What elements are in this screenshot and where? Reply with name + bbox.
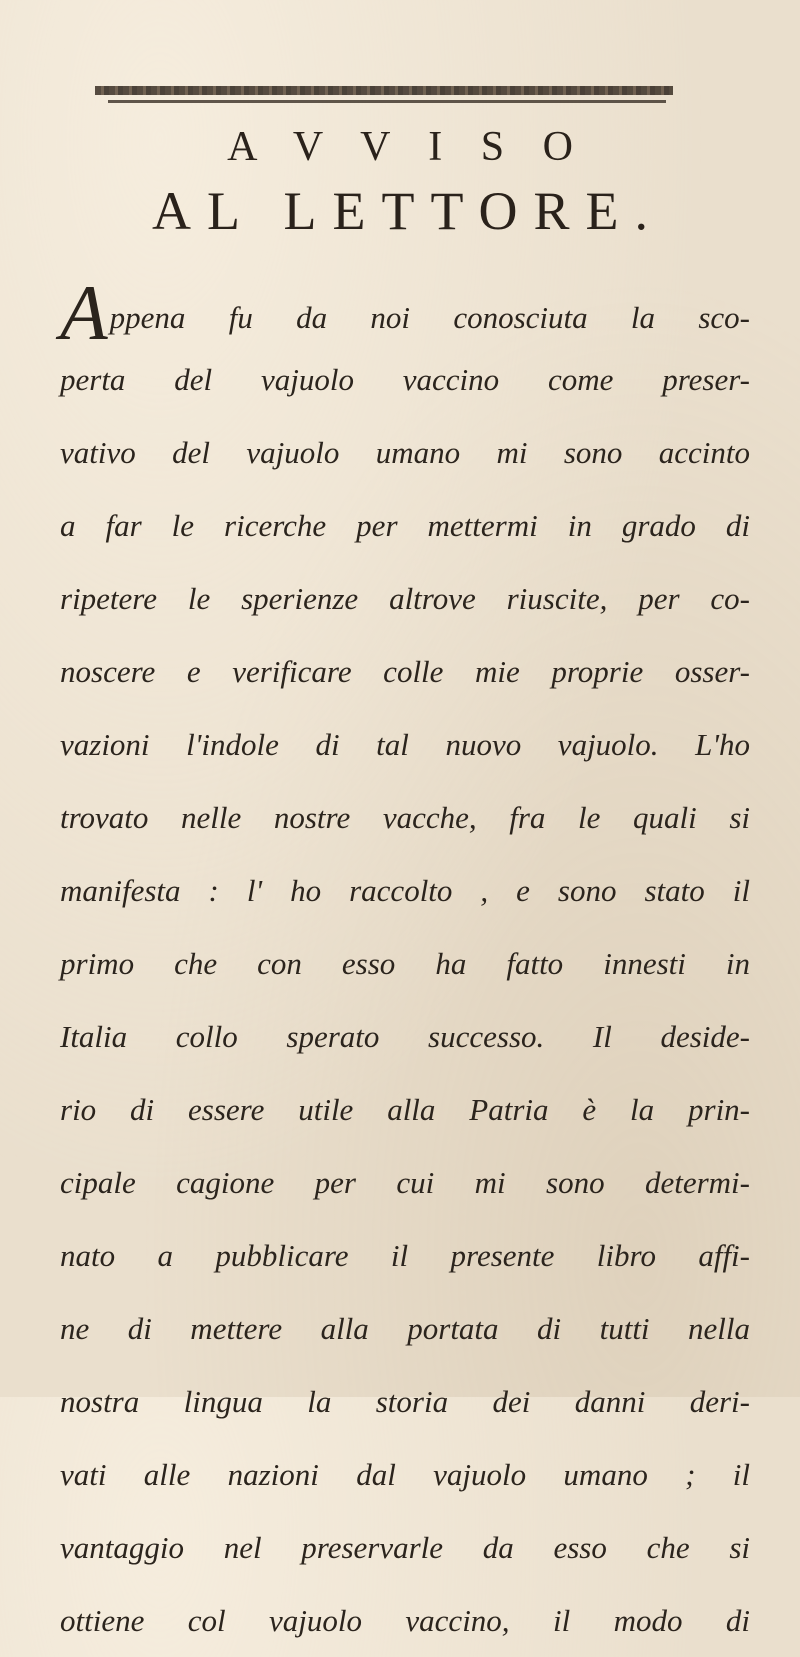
- text-line: cipale cagione per cui mi sono determi-: [60, 1165, 750, 1200]
- body-text: [60, 270, 750, 1657]
- text-line: vati alle nazioni dal vajuolo umano ; il: [60, 1457, 750, 1492]
- ornamental-rule-thick: [95, 86, 673, 95]
- text-line: primo che con esso ha fatto innesti in: [60, 946, 750, 981]
- ornamental-rule-thin: [108, 100, 666, 103]
- text-line: vantaggio nel preservarle da esso che si: [60, 1530, 750, 1565]
- text-line: Italia collo sperato successo. Il deside-: [60, 1019, 750, 1054]
- text-line: nato a pubblicare il presente libro affi-: [60, 1238, 750, 1273]
- text-line: ripetere le sperienze altrove riuscite, per co-: [60, 581, 750, 616]
- text-line: vativo del vajuolo umano mi sono accinto: [60, 435, 750, 470]
- text-line: rio di essere utile alla Patria è la prin-: [60, 1092, 750, 1127]
- text-line: a far le ricerche per mettermi in grado di: [60, 508, 750, 543]
- text-line: ne di mettere alla portata di tutti nella: [60, 1311, 750, 1346]
- text-line: noscere e verificare colle mie proprie osser-: [60, 654, 750, 689]
- text-line: trovato nelle nostre vacche, fra le quali si: [60, 800, 750, 835]
- text-line: [60, 269, 750, 356]
- drop-cap: A: [60, 269, 108, 356]
- text-line-content: ppena fu da noi conosciuta la sco-: [109, 300, 750, 335]
- text-line: perta del vajuolo vaccino come preser-: [60, 362, 750, 397]
- text-line: ottiene col vajuolo vaccino, il modo di: [60, 1603, 750, 1638]
- text-line: manifesta : l' ho raccolto , e sono stato il: [60, 873, 750, 908]
- text-line: vazioni l'indole di tal nuovo vajuolo. L'ho: [60, 727, 750, 762]
- text-line: nostra lingua la storia dei danni deri-: [60, 1384, 750, 1419]
- heading-avviso: A V V I S O: [227, 124, 587, 170]
- heading-al-lettore: AL LETTORE.: [152, 181, 664, 241]
